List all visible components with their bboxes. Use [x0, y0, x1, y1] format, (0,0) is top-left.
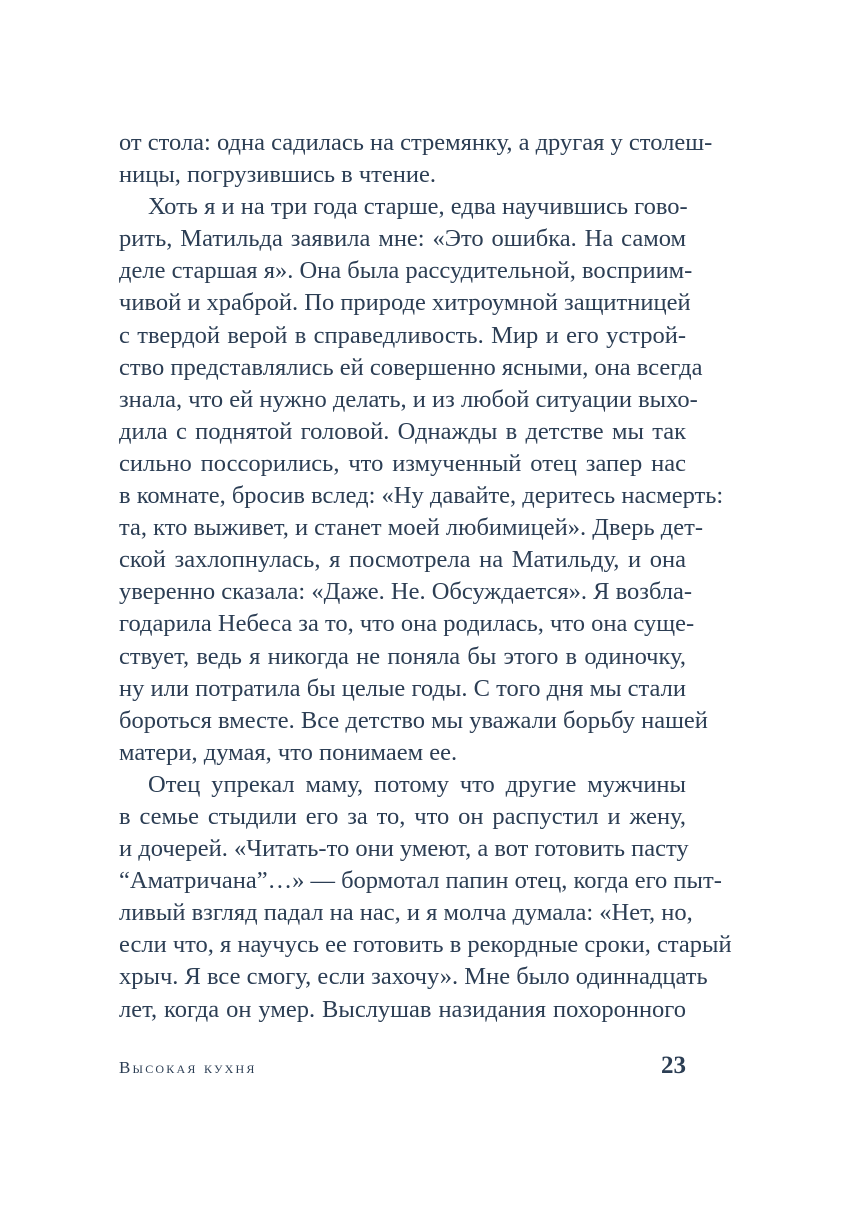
text-line: ской захлопнулась, я посмотрела на Матильду, и она: [119, 546, 686, 574]
text-line: годарила Небеса за то, что она родилась, что она суще-: [119, 610, 695, 638]
text-line: деле старшая я». Она была рассудительной, восприим-: [119, 257, 693, 285]
running-footer-title: Высокая кухня: [119, 1058, 257, 1077]
text-line: Хоть я и на три года старше, едва научившись гово-: [148, 193, 688, 221]
text-line: с твердой верой в справедливость. Мир и его устрой-: [119, 321, 686, 349]
text-line: в комнате, бросив вслед: «Ну давайте, деритесь насмерть:: [119, 482, 724, 510]
text-line: ливый взгляд падал на нас, и я молча думала: «Нет, но,: [119, 899, 693, 927]
text-line: если что, я научусь ее готовить в рекордные сроки, старый: [119, 931, 732, 959]
text-line: сильно поссорились, что измученный отец запер нас: [119, 449, 686, 477]
text-line: Отец упрекал маму, потому что другие мужчины: [148, 770, 686, 798]
text-line: рить, Матильда заявила мне: «Это ошибка. На самом: [119, 225, 686, 253]
text-line: ствует, ведь я никогда не поняла бы этого в одиночку,: [119, 642, 686, 670]
text-line: от стола: одна садилась на стремянку, а другая у столеш-: [119, 129, 713, 156]
text-line: матери, думая, что понимаем ее.: [119, 738, 458, 766]
text-line: в семье стыдили его за то, что он распустил и жену,: [119, 802, 686, 830]
text-line: ство представлялись ей совершенно ясными, она всегда: [119, 353, 703, 381]
text-line: ницы, погрузившись в чтение.: [119, 161, 436, 189]
text-line: хрыч. Я все смогу, если захочу». Мне было одиннадцать: [119, 963, 708, 991]
text-line: “Аматричана”…» — бормотал папин отец, когда его пыт-: [119, 867, 722, 895]
text-line: чивой и храброй. По природе хитроумной защитницей: [119, 289, 691, 317]
text-line: бороться вместе. Все детство мы уважали борьбу нашей: [119, 706, 708, 734]
text-line: лет, когда он умер. Выслушав назидания похоронного: [119, 995, 686, 1023]
text-line: та, кто выживет, и станет моей любимицей». Дверь дет-: [119, 514, 704, 542]
text-line: уверенно сказала: «Даже. Не. Обсуждается». Я возбла-: [119, 578, 693, 606]
text-line: знала, что ей нужно делать, и из любой ситуации выхо-: [119, 385, 698, 413]
page-number: 23: [661, 1052, 686, 1079]
text-line: и дочерей. «Читать-то они умеют, а вот готовить пасту: [119, 835, 689, 863]
text-line: ну или потратила бы целые годы. С того дня мы стали: [119, 674, 686, 702]
body-text: [119, 127, 732, 1026]
text-line: дила с поднятой головой. Однажды в детстве мы так: [119, 417, 686, 445]
